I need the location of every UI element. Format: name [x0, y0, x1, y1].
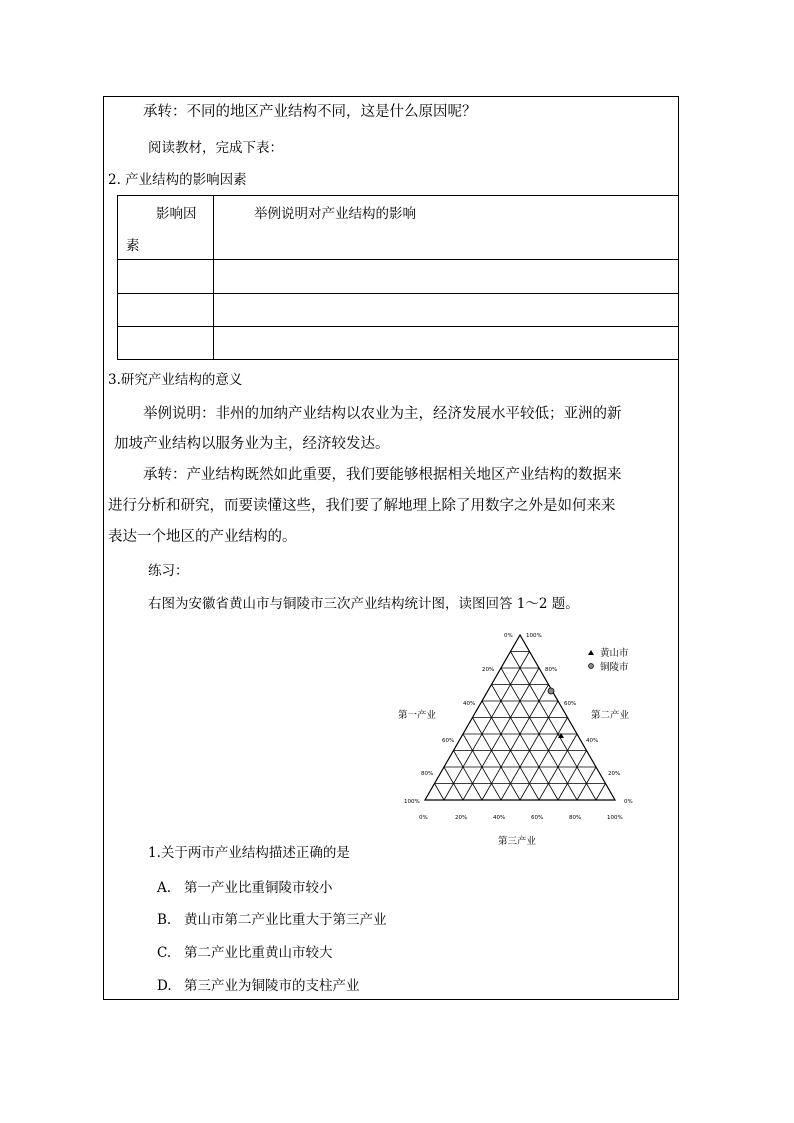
tick-bottom-100: 100% — [607, 815, 623, 821]
option-a-text: 第一产业比重铜陵市较小 — [184, 880, 333, 896]
factor-cell — [118, 293, 214, 326]
grid-line-left-diagonal — [558, 751, 587, 801]
ternary-grid — [435, 652, 606, 801]
tick-left-40: 40% — [463, 701, 476, 707]
tick-right-20: 20% — [608, 771, 621, 777]
axis-bottom-label: 第三产业 — [498, 836, 537, 847]
legend-triangle-icon — [588, 650, 594, 655]
table-row — [118, 326, 679, 359]
option-b-letter: B. — [157, 912, 172, 928]
tongling-marker — [548, 688, 554, 694]
example-line-1: 举例说明：非州的加纳产业结构以农业为主，经济发展水平较低；亚洲的新 — [143, 406, 622, 422]
legend-tongling-label: 铜陵市 — [600, 662, 629, 673]
transition-2-line-3: 表达一个地区的产业结构的。 — [108, 529, 297, 545]
grid-line-left-diagonal — [520, 718, 568, 801]
practice-label: 练习： — [148, 563, 189, 579]
option-d-text: 第三产业为铜陵市的支柱产业 — [184, 978, 360, 994]
header-factor-line1: 影响因 — [156, 206, 197, 222]
transition-2-line-2: 进行分析和研究，而要读懂这些，我们要了解地理上除了用数字之外是如何来来 — [108, 498, 616, 514]
tick-top-left: 0% — [504, 633, 513, 639]
factor-cell — [118, 260, 214, 293]
tick-right-60: 60% — [564, 701, 577, 707]
option-c-text: 第二产业比重黄山市较大 — [184, 945, 333, 961]
effect-cell — [214, 293, 679, 326]
tick-left-60: 60% — [442, 738, 455, 744]
tick-bottom-80: 80% — [569, 815, 582, 821]
legend-circle-icon — [589, 664, 594, 669]
header-factor-line2: 素 — [126, 238, 140, 254]
tick-bottom-60: 60% — [531, 815, 544, 821]
option-d-letter: D. — [157, 978, 172, 994]
effect-cell — [214, 260, 679, 293]
tick-left-20: 20% — [482, 667, 495, 673]
example-line-2: 加坡产业结构以服务业为主，经济较发达。 — [114, 436, 390, 452]
grid-line-right-diagonal — [492, 685, 559, 801]
grid-line-right-diagonal — [473, 718, 521, 801]
factor-table — [117, 195, 679, 360]
header-factor-cell — [118, 196, 214, 260]
tick-bottom-40: 40% — [493, 815, 506, 821]
tick-top-right: 100% — [526, 633, 542, 639]
option-c-letter: C. — [157, 945, 172, 961]
tick-right-0: 0% — [624, 799, 633, 805]
read-instruction: 阅读教材，完成下表： — [148, 140, 283, 156]
grid-line-left-diagonal — [444, 652, 530, 801]
grid-line-right-diagonal — [511, 652, 597, 801]
grid-line-left-diagonal — [596, 784, 606, 801]
table-row — [118, 293, 679, 326]
factor-cell — [118, 326, 214, 359]
table-row — [118, 260, 679, 293]
transition-2-line-1: 承转：产业结构既然如此重要，我们要能够根据相关地区产业结构的数据来 — [143, 467, 622, 483]
effect-cell — [214, 326, 679, 359]
section-2-title: 2. 产业结构的影响因素 — [108, 172, 247, 188]
section-3-title: 3.研究产业结构的意义 — [108, 372, 243, 388]
grid-line-right-diagonal — [435, 784, 445, 801]
axis-left-label: 第一产业 — [398, 710, 437, 721]
legend-huangshan-label: 黄山市 — [600, 648, 629, 659]
grid-line-left-diagonal — [482, 685, 549, 801]
practice-intro: 右图为安徽省黄山市与铜陵市三次产业结构统计图，读图回答 1～2 题。 — [148, 596, 579, 612]
tick-right-80: 80% — [545, 667, 558, 673]
tick-left-100: 100% — [404, 799, 420, 805]
table-header-row — [118, 196, 679, 260]
option-a-letter: A. — [157, 880, 172, 896]
header-effect-cell — [214, 196, 679, 260]
header-effect-label: 举例说明对产业结构的影响 — [254, 206, 416, 222]
tick-right-40: 40% — [586, 738, 599, 744]
option-b-text: 黄山市第二产业比重大于第三产业 — [184, 912, 387, 928]
tick-bottom-0: 0% — [419, 815, 428, 821]
transition-text-1: 承转：不同的地区产业结构不同，这是什么原因呢？ — [143, 104, 477, 120]
tick-left-80: 80% — [421, 771, 434, 777]
ternary-diagram — [370, 625, 640, 853]
axis-right-label: 第二产业 — [591, 710, 630, 721]
question-1-stem: 1.关于两市产业结构描述正确的是 — [148, 845, 350, 861]
grid-line-right-diagonal — [454, 751, 483, 801]
tick-bottom-20: 20% — [455, 815, 468, 821]
